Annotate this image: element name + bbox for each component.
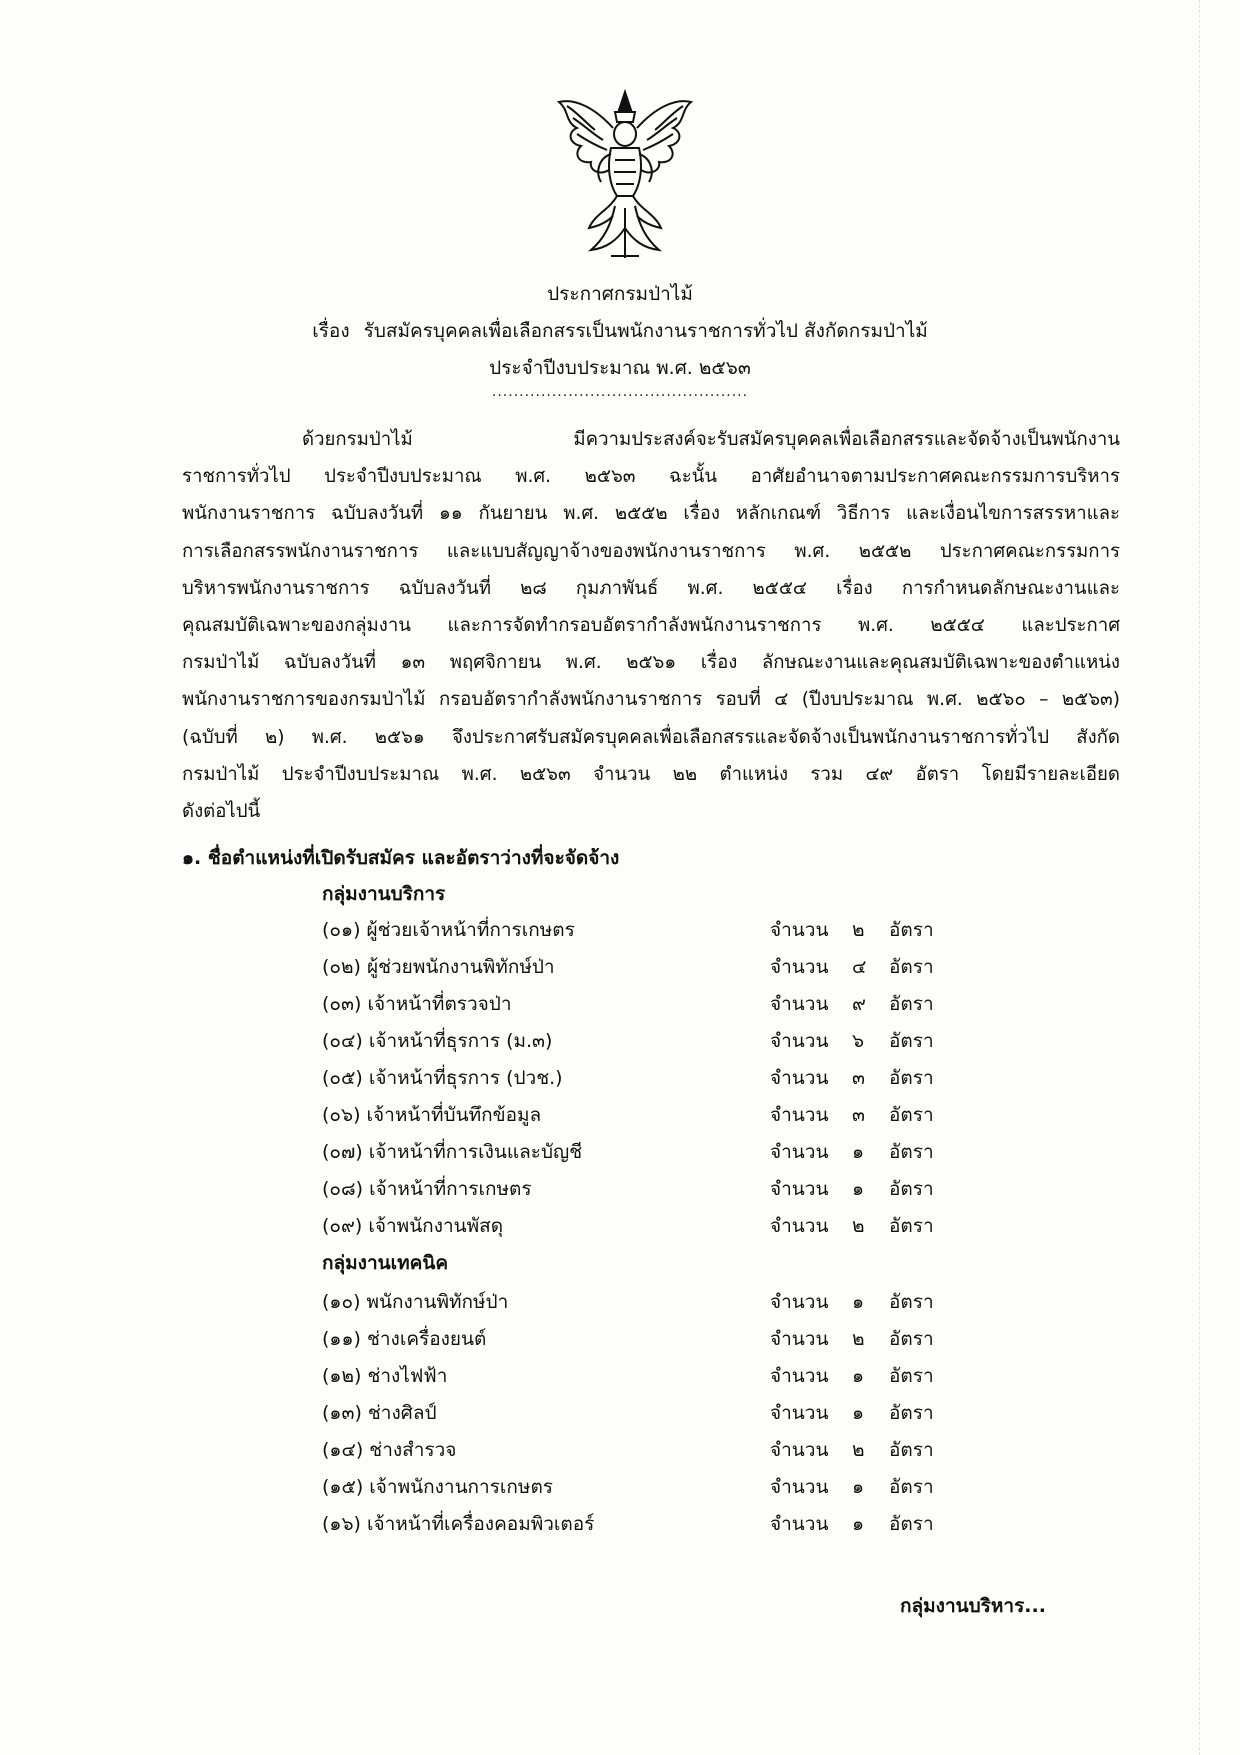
count-label: จำนวน xyxy=(770,1104,829,1126)
group-title-technical: กลุ่มงานเทคนิค xyxy=(322,1252,449,1274)
position-row xyxy=(322,1060,962,1097)
paragraph-line: พนักงานราชการของกรมป่าไม้ กรอบอัตรากำลังพนักงานราชการ รอบที่ ๔ (ปีงบประมาณ พ.ศ. ๒๕๖๐ – ๒๕๖๓) xyxy=(182,689,1120,711)
position-row xyxy=(322,1097,962,1134)
position-count: ๑ xyxy=(852,1141,865,1163)
count-label: จำนวน xyxy=(770,1439,829,1461)
subject-label: เรื่อง xyxy=(312,320,350,342)
paragraph-line: คุณสมบัติเฉพาะของกลุ่มงาน และการจัดทำกรอบอัตรากำลังพนักงานราชการ พ.ศ. ๒๕๕๔ และประกาศ xyxy=(182,614,1120,636)
paragraph-line: การเลือกสรรพนักงานราชการ และแบบสัญญาจ้างของพนักงานราชการ พ.ศ. ๒๕๕๒ ประกาศคณะกรรมการ xyxy=(182,540,1120,562)
position-name: (๐๔) เจ้าหน้าที่ธุรการ (ม.๓) xyxy=(322,1030,553,1052)
announcement-subject xyxy=(0,313,1240,349)
unit-label: อัตรา xyxy=(889,1365,934,1387)
position-name: (๑๖) เจ้าหน้าที่เครื่องคอมพิวเตอร์ xyxy=(322,1513,595,1535)
position-count: ๑ xyxy=(852,1402,865,1424)
position-row xyxy=(322,912,962,949)
position-name: (๐๒) ผู้ช่วยพนักงานพิทักษ์ป่า xyxy=(322,956,555,978)
continued-next-page: กลุ่มงานบริหาร... xyxy=(900,1595,1046,1617)
position-count: ๑ xyxy=(852,1513,865,1535)
position-count: ๒ xyxy=(852,1439,865,1461)
position-count: ๑ xyxy=(852,1178,865,1200)
scan-edge xyxy=(1198,0,1200,1755)
unit-label: อัตรา xyxy=(889,1291,934,1313)
position-name: (๑๐) พนักงานพิทักษ์ป่า xyxy=(322,1291,509,1313)
position-row xyxy=(322,1395,962,1432)
count-label: จำนวน xyxy=(770,1328,829,1350)
position-name: (๑๒) ช่างไฟฟ้า xyxy=(322,1365,448,1387)
count-label: จำนวน xyxy=(770,1513,829,1535)
unit-label: อัตรา xyxy=(889,1513,934,1535)
paragraph-line: ดังต่อไปนี้ xyxy=(182,800,261,822)
position-name: (๑๔) ช่างสำรวจ xyxy=(322,1439,457,1461)
position-name: (๑๑) ช่างเครื่องยนต์ xyxy=(322,1328,487,1350)
position-row xyxy=(322,1023,962,1060)
unit-label: อัตรา xyxy=(889,1104,934,1126)
position-count: ๒ xyxy=(852,1215,865,1237)
count-label: จำนวน xyxy=(770,1402,829,1424)
position-name: (๑๕) เจ้าพนักงานการเกษตร xyxy=(322,1476,553,1498)
position-count: ๑ xyxy=(852,1291,865,1313)
count-label: จำนวน xyxy=(770,1141,829,1163)
unit-label: อัตรา xyxy=(889,1476,934,1498)
unit-label: อัตรา xyxy=(889,956,934,978)
position-name: (๐๘) เจ้าหน้าที่การเกษตร xyxy=(322,1178,532,1200)
position-row xyxy=(322,1358,962,1395)
position-name: (๐๑) ผู้ช่วยเจ้าหน้าที่การเกษตร xyxy=(322,919,575,941)
group-title-service: กลุ่มงานบริการ xyxy=(322,883,446,905)
count-label: จำนวน xyxy=(770,1067,829,1089)
position-row xyxy=(322,949,962,986)
position-name: (๐๗) เจ้าหน้าที่การเงินและบัญชี xyxy=(322,1141,583,1163)
paragraph-line: ราชการทั่วไป ประจำปีงบประมาณ พ.ศ. ๒๕๖๓ ฉะนั้น อาศัยอำนาจตามประกาศคณะกรรมการบริหาร xyxy=(182,466,1120,488)
count-label: จำนวน xyxy=(770,1178,829,1200)
position-count: ๖ xyxy=(852,1030,865,1052)
position-row xyxy=(322,986,962,1023)
position-row xyxy=(322,1208,962,1245)
position-name: (๐๕) เจ้าหน้าที่ธุรการ (ปวช.) xyxy=(322,1067,563,1089)
unit-label: อัตรา xyxy=(889,1328,934,1350)
position-row xyxy=(322,1432,962,1469)
unit-label: อัตรา xyxy=(889,1030,934,1052)
fiscal-year: ประจำปีงบประมาณ พ.ศ. ๒๕๖๓ xyxy=(489,357,751,379)
count-label: จำนวน xyxy=(770,919,829,941)
unit-label: อัตรา xyxy=(889,1439,934,1461)
position-row xyxy=(322,1506,962,1543)
position-count: ๑ xyxy=(852,1365,865,1387)
unit-label: อัตรา xyxy=(889,1067,934,1089)
paragraph-line: (ฉบับที่ ๒) พ.ศ. ๒๕๖๑ จึงประกาศรับสมัครบุคคลเพื่อเลือกสรรและจัดจ้างเป็นพนักงานราชการทั่วไป สังกัด xyxy=(182,726,1120,748)
position-name: (๐๙) เจ้าพนักงานพัสดุ xyxy=(322,1215,504,1237)
garuda-emblem-icon xyxy=(555,88,695,263)
paragraph-line: กรมป่าไม้ ประจำปีงบประมาณ พ.ศ. ๒๕๖๓ จำนวน ๒๒ ตำแหน่ง รวม ๔๙ อัตรา โดยมีรายละเอียด xyxy=(182,763,1120,785)
position-name: (๑๓) ช่างศิลป์ xyxy=(322,1402,437,1424)
position-count: ๔ xyxy=(852,956,867,978)
position-row xyxy=(322,1134,962,1171)
unit-label: อัตรา xyxy=(889,1402,934,1424)
paragraph-line: ด้วยกรมป่าไม้ มีความประสงค์จะรับสมัครบุคคลเพื่อเลือกสรรและจัดจ้างเป็นพนักงาน xyxy=(302,429,1120,450)
position-name: (๐๓) เจ้าหน้าที่ตรวจป่า xyxy=(322,993,512,1015)
unit-label: อัตรา xyxy=(889,919,934,941)
paragraph-line: พนักงานราชการ ฉบับลงวันที่ ๑๑ กันยายน พ.ศ. ๒๕๕๒ เรื่อง หลักเกณฑ์ วิธีการ และเงื่อนไขการสรรหาและ xyxy=(182,503,1120,525)
position-count: ๙ xyxy=(852,993,866,1015)
position-name: (๐๖) เจ้าหน้าที่บันทึกข้อมูล xyxy=(322,1104,542,1126)
position-count: ๒ xyxy=(852,1328,865,1350)
paragraph-line: กรมป่าไม้ ฉบับลงวันที่ ๑๓ พฤศจิกายน พ.ศ. ๒๕๖๑ เรื่อง ลักษณะงานและคุณสมบัติเฉพาะของตำแหน่ง xyxy=(182,652,1120,674)
subject-text: รับสมัครบุคคลเพื่อเลือกสรรเป็นพนักงานราชการทั่วไป สังกัดกรมป่าไม้ xyxy=(363,320,928,342)
count-label: จำนวน xyxy=(770,1215,829,1237)
count-label: จำนวน xyxy=(770,956,829,978)
position-count: ๑ xyxy=(852,1476,865,1498)
position-row xyxy=(322,1284,962,1321)
unit-label: อัตรา xyxy=(889,1178,934,1200)
unit-label: อัตรา xyxy=(889,1215,934,1237)
unit-label: อัตรา xyxy=(889,1141,934,1163)
count-label: จำนวน xyxy=(770,1365,829,1387)
position-count: ๓ xyxy=(852,1067,865,1089)
position-count: ๒ xyxy=(852,919,865,941)
paragraph-line: บริหารพนักงานราชการ ฉบับลงวันที่ ๒๘ กุมภาพันธ์ พ.ศ. ๒๕๕๔ เรื่อง การกำหนดลักษณะงานและ xyxy=(182,577,1120,599)
position-row xyxy=(322,1469,962,1506)
count-label: จำนวน xyxy=(770,1030,829,1052)
section-1-title: ๑. ชื่อตำแหน่งที่เปิดรับสมัคร และอัตราว่างที่จะจัดจ้าง xyxy=(182,847,620,869)
count-label: จำนวน xyxy=(770,993,829,1015)
unit-label: อัตรา xyxy=(889,993,934,1015)
announcement-title: ประกาศกรมป่าไม้ xyxy=(547,283,693,305)
body-paragraph xyxy=(182,421,1120,830)
position-row xyxy=(322,1321,962,1358)
position-row xyxy=(322,1171,962,1208)
title-separator: ............................................... xyxy=(491,384,749,400)
position-count: ๓ xyxy=(852,1104,865,1126)
count-label: จำนวน xyxy=(770,1476,829,1498)
count-label: จำนวน xyxy=(770,1291,829,1313)
